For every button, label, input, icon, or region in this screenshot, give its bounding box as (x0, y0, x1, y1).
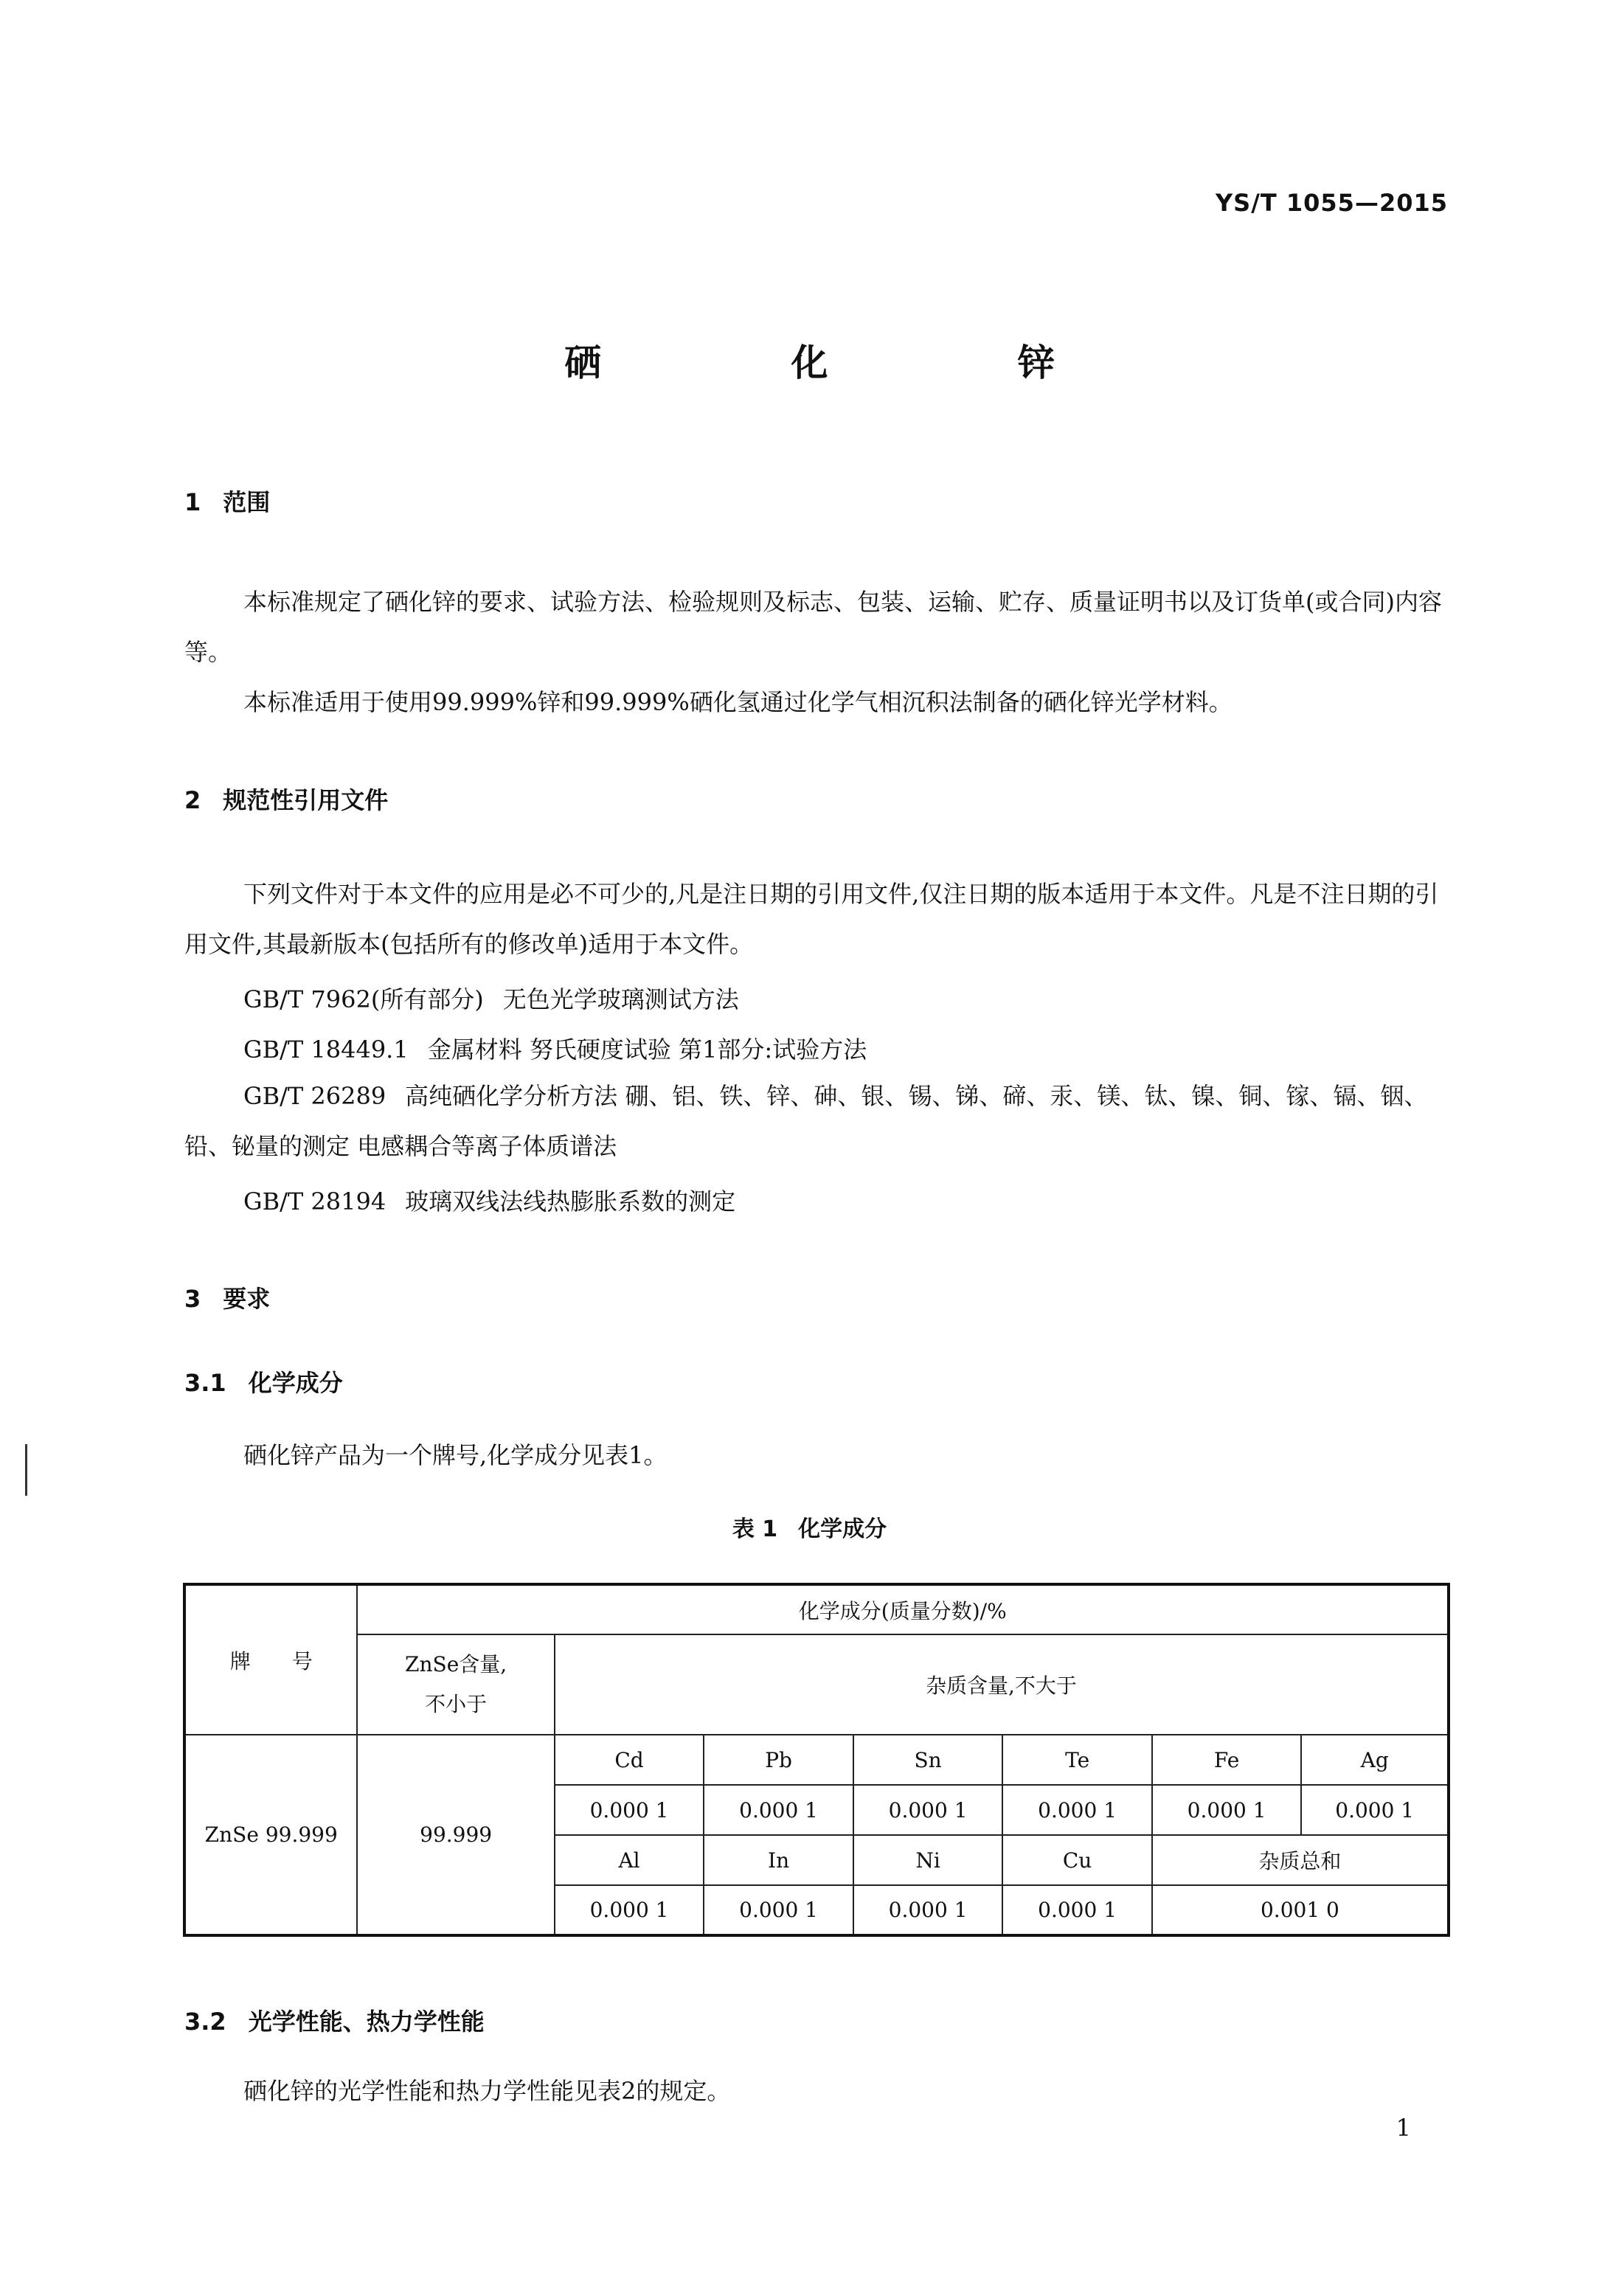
znse-value-cell: 99.999 (357, 1735, 554, 1935)
value-cell: 0.000 1 (1301, 1785, 1449, 1835)
section-2-heading (184, 782, 388, 816)
page-number: 1 (1396, 2114, 1411, 2142)
paragraph: 本标准规定了硒化锌的要求、试验方法、检验规则及标志、包装、运输、贮存、质量证明书以及订货单(或合同)内容等。 (184, 588, 1442, 666)
grade-cell: ZnSe 99.999 (184, 1735, 357, 1935)
table-title: 化学成分 (798, 1516, 887, 1542)
paragraph: 本标准适用于使用99.999%锌和99.999%硒化氢通过化学气相沉积法制备的硒化锌光学材料。 (243, 688, 1233, 716)
reference-title: 高纯硒化学分析方法 硼、铝、铁、锌、砷、银、锡、锑、碲、汞、镁、钛、镍、铜、镓、镉、铟、铅、铋量的测定 电感耦合等离子体质谱法 (184, 1082, 1428, 1160)
section-3-1-heading (184, 1364, 343, 1398)
element-cell: Ni (853, 1835, 1003, 1885)
section-number: 2 (184, 786, 201, 814)
chemical-composition-table (183, 1583, 1450, 1937)
header-grade: 牌 号 (184, 1584, 357, 1735)
header-znse-line: 不小于 (425, 1692, 488, 1716)
margin-mark (25, 1444, 27, 1496)
value-cell: 0.000 1 (1152, 1785, 1302, 1835)
document-title: 硒 化 锌 (564, 341, 1143, 384)
element-cell: Cu (1002, 1835, 1152, 1885)
element-cell: Sn (853, 1735, 1003, 1785)
section-title: 规范性引用文件 (223, 786, 389, 814)
table-number: 表 1 (732, 1516, 778, 1542)
reference-code: GB/T 28194 (243, 1187, 386, 1215)
element-cell: Fe (1152, 1735, 1302, 1785)
section-1-body (184, 577, 1453, 727)
section-1-heading (184, 484, 270, 518)
total-label-cell: 杂质总和 (1152, 1835, 1449, 1885)
reference-code: GB/T 7962(所有部分) (243, 985, 484, 1013)
paragraph: 下列文件对于本文件的应用是必不可少的,凡是注日期的引用文件,仅注日期的版本适用于本文件。凡是不注日期的引用文件,其最新版本(包括所有的修改单)适用于本文件。 (184, 880, 1439, 958)
section-3-2-text: 硒化锌的光学性能和热力学性能见表2的规定。 (243, 2077, 731, 2105)
reference-title: 无色光学玻璃测试方法 (502, 985, 739, 1013)
value-cell: 0.000 1 (704, 1885, 853, 1935)
value-cell: 0.000 1 (853, 1785, 1003, 1835)
total-value-cell: 0.001 0 (1152, 1885, 1449, 1935)
reference-item (243, 1183, 735, 1217)
section-3-2-heading (184, 2003, 485, 2037)
value-cell: 0.000 1 (555, 1885, 704, 1935)
section-title: 要求 (223, 1285, 271, 1313)
section-number: 3.1 (184, 1369, 226, 1397)
value-cell: 0.000 1 (704, 1785, 853, 1835)
value-cell: 0.000 1 (1002, 1885, 1152, 1935)
value-cell: 0.000 1 (555, 1785, 704, 1835)
section-title: 范围 (223, 488, 271, 516)
standard-code: YS/T 1055—2015 (1216, 189, 1448, 217)
value-cell: 0.000 1 (853, 1885, 1003, 1935)
section-number: 1 (184, 488, 201, 516)
section-3-heading (184, 1280, 270, 1314)
reference-item (243, 981, 739, 1015)
reference-code: GB/T 26289 (243, 1082, 386, 1110)
section-2-intro (184, 869, 1453, 969)
element-cell: Cd (555, 1735, 704, 1785)
reference-title: 玻璃双线法线热膨胀系数的测定 (405, 1187, 736, 1215)
section-3-1-text: 硒化锌产品为一个牌号,化学成分见表1。 (243, 1441, 668, 1469)
reference-item (184, 1071, 1453, 1171)
header-impurity: 杂质含量,不大于 (555, 1634, 1449, 1735)
header-composition: 化学成分(质量分数)/% (357, 1584, 1449, 1634)
element-cell: Ag (1301, 1735, 1449, 1785)
reference-title: 金属材料 努氏硬度试验 第1部分:试验方法 (427, 1036, 867, 1064)
section-number: 3.2 (184, 2008, 226, 2036)
table-1-caption (0, 1511, 1619, 1543)
section-title: 光学性能、热力学性能 (248, 2008, 485, 2036)
header-znse-content (357, 1634, 554, 1735)
section-title: 化学成分 (248, 1369, 343, 1397)
header-znse-line: ZnSe含量, (405, 1652, 507, 1676)
element-cell: Pb (704, 1735, 853, 1785)
element-cell: Te (1002, 1735, 1152, 1785)
element-cell: In (704, 1835, 853, 1885)
section-number: 3 (184, 1285, 201, 1313)
reference-code: GB/T 18449.1 (243, 1036, 409, 1064)
element-cell: Al (555, 1835, 704, 1885)
value-cell: 0.000 1 (1002, 1785, 1152, 1835)
reference-item (243, 1031, 867, 1065)
